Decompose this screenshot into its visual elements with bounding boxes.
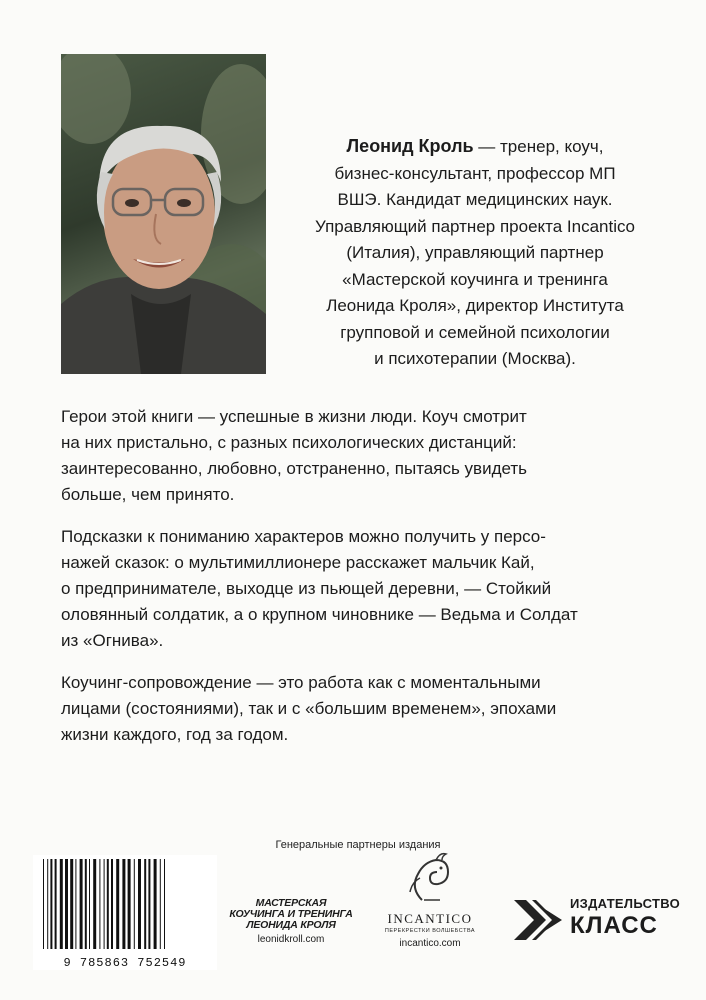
barcode-bar xyxy=(70,859,73,949)
barcode-bar xyxy=(138,859,141,949)
barcode-bar xyxy=(134,859,135,949)
publisher-label: ИЗДАТЕЛЬСТВО xyxy=(570,896,681,911)
barcode-bar xyxy=(89,859,90,949)
barcode-bar xyxy=(55,859,57,949)
description-paragraph xyxy=(61,670,661,748)
barcode-bar xyxy=(65,859,68,949)
text-line: больше, чем принято. xyxy=(61,485,235,504)
partners-title: Генеральные партнеры издания xyxy=(275,839,441,851)
barcode-bar xyxy=(47,859,48,949)
bio-line: ВШЭ. Кандидат медицинских наук. xyxy=(337,190,613,209)
bio-line: и психотерапии (Москва). xyxy=(374,349,576,368)
bio-line: Управляющий партнер проекта Incantico xyxy=(315,216,635,236)
bio-line: групповой и семейной психологии xyxy=(340,322,610,342)
barcode-bar xyxy=(80,859,83,949)
barcode-bars xyxy=(33,855,217,953)
publisher-logo xyxy=(510,892,681,948)
barcode-bar xyxy=(43,859,44,949)
description-paragraph xyxy=(61,524,661,654)
author-bio xyxy=(290,133,660,373)
barcode-bar xyxy=(122,859,125,949)
barcode-bar xyxy=(75,859,76,949)
text-line: заинтересованно, любовно, отстраненно, пытаясь увидеть xyxy=(61,459,528,478)
barcode-bar xyxy=(154,859,157,949)
barcode-bar xyxy=(160,859,161,949)
bio-line: — тренер, коуч, xyxy=(473,137,604,156)
barcode-bar xyxy=(104,859,105,949)
text-line: жизни каждого, год за годом. xyxy=(61,725,289,744)
incantico-url: incantico.com xyxy=(399,938,461,949)
bio-line: (Италия), управляющий партнер xyxy=(346,243,604,262)
text-line: Подсказки к пониманию характеров можно получить у персо- xyxy=(61,527,546,546)
text-line: Коучинг-сопровождение — это работа как с моментальными xyxy=(61,673,541,692)
workshop-name-line: КОУЧИНГА И ТРЕНИНГА xyxy=(229,908,353,920)
bio-line: бизнес-консультант, профессор МП xyxy=(334,163,616,183)
barcode-bar xyxy=(85,859,87,949)
text-line: оловянный солдатик, а о крупном чиновнике — Ведьма и Солдат xyxy=(61,605,578,624)
barcode-digits: 9 785863 752549 xyxy=(63,956,187,970)
barcode-bar xyxy=(50,859,52,949)
barcode-bar xyxy=(148,859,150,949)
workshop-url: leonidkroll.com xyxy=(257,934,325,945)
workshop-name-line: ЛЕОНИДА КРОЛЯ xyxy=(246,919,336,931)
text-line: лицами (состояниями), так и с «большим временем», эпохами xyxy=(61,699,557,718)
barcode-bar xyxy=(116,859,119,949)
barcode-bar xyxy=(107,859,109,949)
barcode-bar xyxy=(99,859,100,949)
barcode-bar xyxy=(164,859,165,949)
barcode-bar xyxy=(144,859,146,949)
author-name: Леонид Кроль xyxy=(346,136,474,156)
text-line: на них пристально, с разных психологических дистанций: xyxy=(61,433,517,452)
isbn-barcode xyxy=(33,855,217,970)
book-description xyxy=(61,404,661,764)
publisher-chevron-icon xyxy=(510,892,568,948)
workshop-logo xyxy=(226,898,356,945)
barcode-bar xyxy=(128,859,131,949)
author-portrait-illustration xyxy=(61,54,266,374)
incantico-emblem-icon xyxy=(400,848,460,906)
author-photo xyxy=(61,54,266,374)
publisher-name: КЛАСС xyxy=(570,912,658,939)
incantico-subtitle: ПЕРЕКРЕСТКИ ВОЛШЕБСТВА xyxy=(384,928,476,934)
incantico-name: INCANTICO xyxy=(387,911,473,926)
description-paragraph xyxy=(61,404,661,508)
barcode-bar xyxy=(60,859,63,949)
bio-line: Леонида Кроля», директор Института xyxy=(326,296,624,315)
barcode-bar xyxy=(93,859,96,949)
text-line: Герои этой книги — успешные в жизни люди. Коуч смотрит xyxy=(61,407,527,426)
barcode-bar xyxy=(111,859,113,949)
bio-line: «Мастерской коучинга и тренинга xyxy=(342,269,608,289)
incantico-logo xyxy=(370,848,490,949)
text-line: о предпринимателе, выходце из пьющей деревни, — Стойкий xyxy=(61,579,552,598)
workshop-name-line: МАСТЕРСКАЯ xyxy=(255,897,327,909)
text-line: нажей сказок: о мультимиллионере расскажет мальчик Кай, xyxy=(61,553,535,572)
text-line: из «Огнива». xyxy=(61,631,164,650)
